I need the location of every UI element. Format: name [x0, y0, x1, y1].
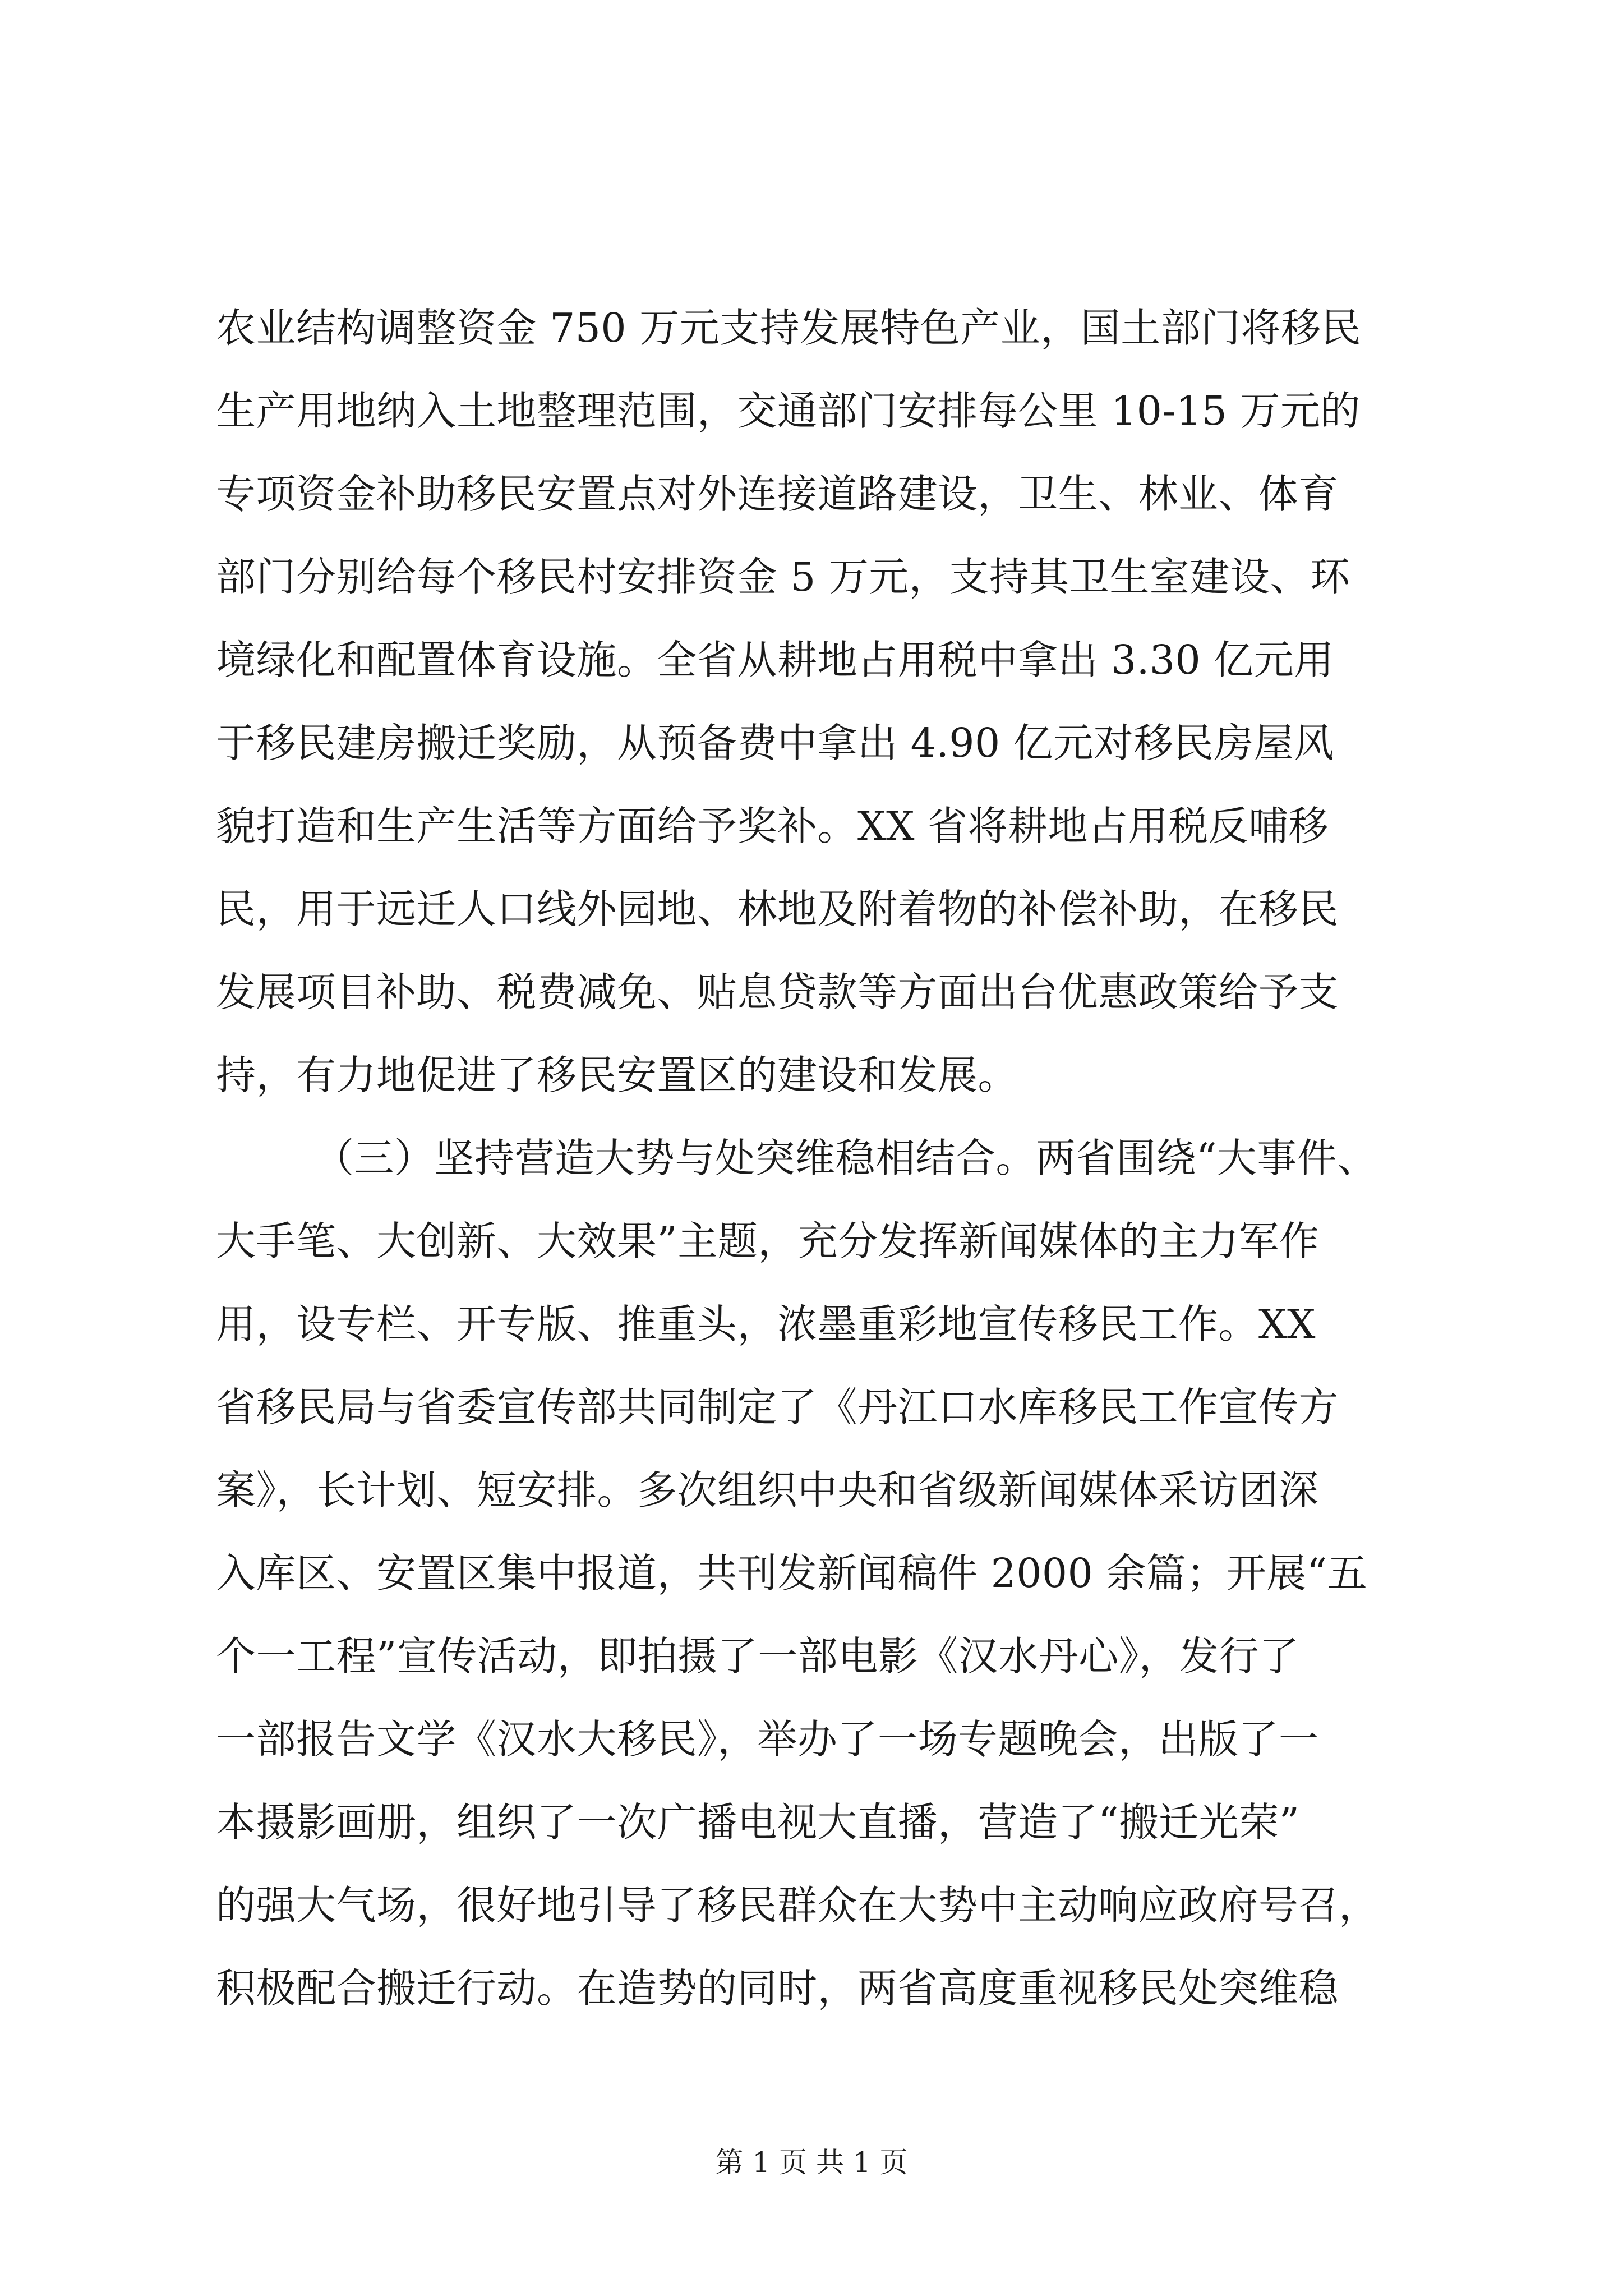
text-line: 本摄影画册，组织了一次广播电视大直播，营造了“搬迁光荣”	[216, 1799, 1300, 1846]
text-line: 境绿化和配置体育设施。全省从耕地占用税中拿出 3.30 亿元用	[216, 637, 1334, 683]
text-line: 入库区、安置区集中报道，共刊发新闻稿件 2000 余篇；开展“五	[216, 1550, 1368, 1596]
text-line: 个一工程”宣传活动，即拍摄了一部电影《汉水丹心》，发行了	[216, 1633, 1299, 1680]
text-line: 专项资金补助移民安置点对外连接道路建设，卫生、林业、体育	[216, 471, 1339, 517]
section-heading-line: （三）坚持营造大势与处突维稳相结合。两省围绕“大事件、	[314, 1135, 1377, 1181]
text-line: 持，有力地促进了移民安置区的建设和发展。	[216, 1052, 1018, 1098]
page-footer: 第 1 页 共 1 页	[715, 2146, 908, 2179]
text-line: 貌打造和生产生活等方面给予奖补。XX 省将耕地占用税反哺移	[216, 803, 1329, 849]
text-line: 民，用于远迁人口线外园地、林地及附着物的补偿补助，在移民	[216, 886, 1339, 932]
text-line: 于移民建房搬迁奖励，从预备费中拿出 4.90 亿元对移民房屋风	[216, 720, 1334, 766]
text-line: 农业结构调整资金 750 万元支持发展特色产业，国土部门将移民	[216, 305, 1362, 351]
text-line: 案》，长计划、短安排。多次组织中央和省级新闻媒体采访团深	[216, 1467, 1319, 1513]
text-line: 的强大气场，很好地引导了移民群众在大势中主动响应政府号召，	[216, 1882, 1379, 1929]
text-line: 积极配合搬迁行动。在造势的同时，两省高度重视移民处突维稳	[216, 1965, 1339, 2012]
text-line: 省移民局与省委宣传部共同制定了《丹江口水库移民工作宣传方	[216, 1384, 1339, 1430]
text-line: 发展项目补助、税费减免、贴息贷款等方面出台优惠政策给予支	[216, 969, 1339, 1015]
text-line: 一部报告文学《汉水大移民》，举办了一场专题晚会，出版了一	[216, 1716, 1319, 1763]
text-line: 用，设专栏、开专版、推重头，浓墨重彩地宣传移民工作。XX	[216, 1301, 1316, 1347]
text-line: 生产用地纳入土地整理范围，交通部门安排每公里 10-15 万元的	[216, 388, 1361, 434]
text-line: 大手笔、大创新、大效果”主题，充分发挥新闻媒体的主力军作	[216, 1218, 1320, 1264]
text-line: 部门分别给每个移民村安排资金 5 万元，支持其卫生室建设、环	[216, 554, 1350, 600]
